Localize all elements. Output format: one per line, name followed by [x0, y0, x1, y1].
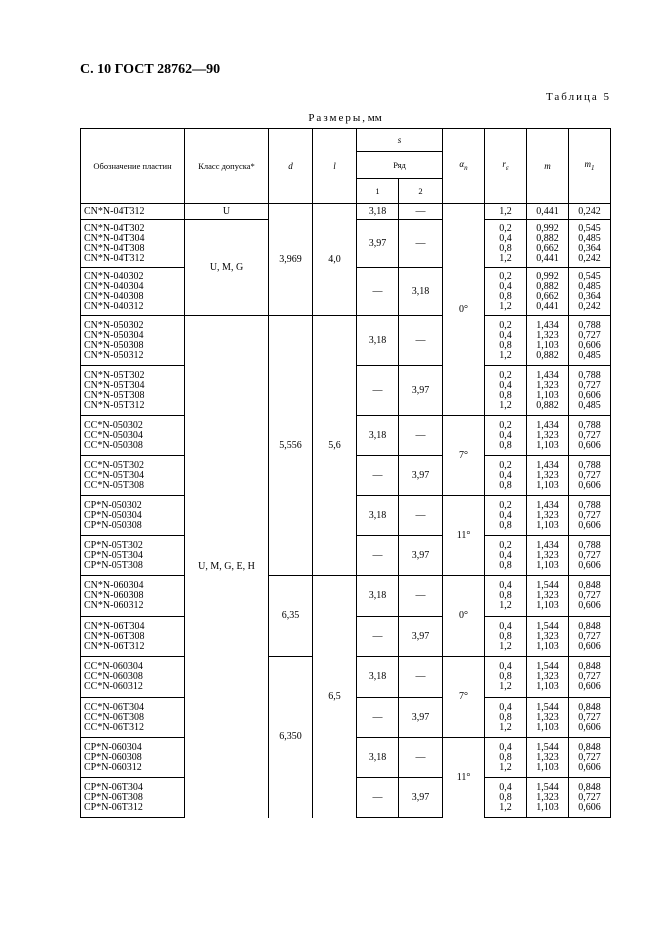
l-cell: 5,6: [313, 316, 357, 576]
m1-cell: 0,788 0,727 0,606 0,485: [569, 366, 611, 416]
header-r: $r_\varepsilon$: [485, 129, 527, 204]
header-m: m: [527, 129, 569, 204]
tolerance-cell: U, M, G: [185, 220, 269, 316]
table-row: CC*N-05T302 CC*N-05T304 CC*N-05T308: [81, 456, 185, 496]
s1-cell: 3,18: [357, 316, 399, 366]
alpha-cell: 7°: [443, 657, 485, 738]
s2-cell: —: [399, 496, 443, 536]
s1-cell: —: [357, 536, 399, 576]
m1-cell: 0,848 0,727 0,606: [569, 657, 611, 698]
header-d: d: [269, 129, 313, 204]
s2-cell: —: [399, 416, 443, 456]
table-row: CN*N-040302 CN*N-040304 CN*N-040308 CN*N-040312: [81, 268, 185, 316]
m-cell: 1,544 1,323 1,103: [527, 657, 569, 698]
table-row: CN*N-04T312: [81, 204, 185, 220]
header-row-1: 1: [357, 179, 399, 204]
d-cell: 6,35: [269, 576, 313, 657]
m-cell: 1,434 1,323 1,103: [527, 456, 569, 496]
r-cell: 0,4 0,8 1,2: [485, 657, 527, 698]
d-cell: 3,969: [269, 204, 313, 316]
table-row: CN*N-05T302 CN*N-05T304 CN*N-05T308 CN*N-05T312: [81, 366, 185, 416]
table-row: CC*N-060304 CC*N-060308 CC*N-060312: [81, 657, 185, 698]
s2-cell: 3,97: [399, 456, 443, 496]
r-cell: 0,2 0,4 0,8: [485, 456, 527, 496]
s1-cell: —: [357, 456, 399, 496]
s2-cell: 3,97: [399, 366, 443, 416]
s1-cell: 3,18: [357, 204, 399, 220]
s2-cell: 3,97: [399, 778, 443, 818]
m-cell: 1,544 1,323 1,103: [527, 698, 569, 738]
m1-cell: 0,848 0,727 0,606: [569, 617, 611, 657]
r-cell: 0,4 0,8 1,2: [485, 778, 527, 818]
table-row: CP*N-060304 CP*N-060308 CP*N-060312: [81, 738, 185, 778]
m1-cell: 0,848 0,727 0,606: [569, 698, 611, 738]
s1-cell: 3,18: [357, 738, 399, 778]
m-cell: 0,441: [527, 204, 569, 220]
m1-cell: 0,545 0,485 0,364 0,242: [569, 268, 611, 316]
m-cell: 1,434 1,323 1,103: [527, 496, 569, 536]
header-row-2: 2: [399, 179, 443, 204]
r-cell: 0,4 0,8 1,2: [485, 698, 527, 738]
s2-cell: —: [399, 220, 443, 268]
s2-cell: 3,97: [399, 617, 443, 657]
table-row: CC*N-050302 CC*N-050304 CC*N-050308: [81, 416, 185, 456]
m1-cell: 0,545 0,485 0,364 0,242: [569, 220, 611, 268]
alpha-cell: 7°: [443, 416, 485, 496]
m1-cell: 0,788 0,727 0,606: [569, 496, 611, 536]
s2-cell: —: [399, 576, 443, 617]
s2-cell: —: [399, 738, 443, 778]
header-l: l: [313, 129, 357, 204]
tolerance-cell: U: [185, 204, 269, 220]
alpha-cell: 0°: [443, 576, 485, 657]
r-cell: 0,4 0,8 1,2: [485, 617, 527, 657]
r-cell: 0,2 0,4 0,8: [485, 536, 527, 576]
m-cell: 1,544 1,323 1,103: [527, 778, 569, 818]
table-row: CN*N-050302 CN*N-050304 CN*N-050308 CN*N-050312: [81, 316, 185, 366]
m1-cell: 0,788 0,727 0,606: [569, 536, 611, 576]
m-cell: 1,434 1,323 1,103 0,882: [527, 316, 569, 366]
alpha-cell: 0°: [443, 204, 485, 416]
m-cell: 0,992 0,882 0,662 0,441: [527, 220, 569, 268]
m1-cell: 0,848 0,727 0,606: [569, 778, 611, 818]
r-cell: 0,2 0,4 0,8 1,2: [485, 366, 527, 416]
s1-cell: —: [357, 778, 399, 818]
r-cell: 1,2: [485, 204, 527, 220]
alpha-cell: 11°: [443, 738, 485, 818]
s2-cell: —: [399, 204, 443, 220]
header-designation: Обозначение пластин: [81, 129, 185, 204]
header-row: Ряд: [357, 152, 443, 179]
m-cell: 1,434 1,323 1,103: [527, 416, 569, 456]
units-label: [80, 112, 610, 124]
header-s: s: [357, 129, 443, 152]
m1-cell: 0,242: [569, 204, 611, 220]
alpha-cell: 11°: [443, 496, 485, 576]
m-cell: 0,992 0,882 0,662 0,441: [527, 268, 569, 316]
table-row: CC*N-06T304 CC*N-06T308 CC*N-06T312: [81, 698, 185, 738]
s2-cell: 3,18: [399, 268, 443, 316]
table-row: CN*N-060304 CN*N-060308 CN*N-060312: [81, 576, 185, 617]
s1-cell: 3,18: [357, 416, 399, 456]
header-alpha: $\alpha_n$: [443, 129, 485, 204]
s2-cell: 3,97: [399, 698, 443, 738]
r-cell: 0,2 0,4 0,8: [485, 416, 527, 456]
s1-cell: 3,18: [357, 496, 399, 536]
m-cell: 1,544 1,323 1,103: [527, 617, 569, 657]
r-cell: 0,2 0,4 0,8 1,2: [485, 316, 527, 366]
s1-cell: 3,97: [357, 220, 399, 268]
m1-cell: 0,848 0,727 0,606: [569, 738, 611, 778]
s2-cell: —: [399, 657, 443, 698]
m-cell: 1,544 1,323 1,103: [527, 738, 569, 778]
table-label: Таблица 5: [545, 91, 611, 103]
l-cell: 6,5: [313, 576, 357, 818]
s1-cell: 3,18: [357, 576, 399, 617]
units-text: Размеры: [308, 112, 363, 124]
s1-cell: —: [357, 268, 399, 316]
s1-cell: —: [357, 366, 399, 416]
r-cell: 0,2 0,4 0,8: [485, 496, 527, 536]
header-m1: $m_1$: [569, 129, 611, 204]
dimensions-table: [80, 128, 611, 818]
s2-cell: —: [399, 316, 443, 366]
table-row: CP*N-050302 CP*N-050304 CP*N-050308: [81, 496, 185, 536]
header-tolerance: Класс допуска*: [185, 129, 269, 204]
m-cell: 1,434 1,323 1,103 0,882: [527, 366, 569, 416]
r-cell: 0,4 0,8 1,2: [485, 576, 527, 617]
table-row: CN*N-06T304 CN*N-06T308 CN*N-06T312: [81, 617, 185, 657]
l-cell: 4,0: [313, 204, 357, 316]
d-cell: 5,556: [269, 316, 313, 576]
page-header: С. 10 ГОСТ 28762—90: [80, 62, 221, 77]
s1-cell: —: [357, 698, 399, 738]
s1-cell: —: [357, 617, 399, 657]
r-cell: 0,4 0,8 1,2: [485, 738, 527, 778]
units-unit: , мм: [362, 112, 382, 124]
m1-cell: 0,788 0,727 0,606: [569, 456, 611, 496]
table-row: CP*N-05T302 CP*N-05T304 CP*N-05T308: [81, 536, 185, 576]
d-cell: 6,350: [269, 657, 313, 818]
r-cell: 0,2 0,4 0,8 1,2: [485, 220, 527, 268]
tolerance-cell: U, M, G, E, H: [185, 316, 269, 818]
s2-cell: 3,97: [399, 536, 443, 576]
m1-cell: 0,788 0,727 0,606 0,485: [569, 316, 611, 366]
m1-cell: 0,788 0,727 0,606: [569, 416, 611, 456]
s1-cell: 3,18: [357, 657, 399, 698]
m1-cell: 0,848 0,727 0,606: [569, 576, 611, 617]
table-row: CN*N-04T302 CN*N-04T304 CN*N-04T308 CN*N-04T312: [81, 220, 185, 268]
m-cell: 1,434 1,323 1,103: [527, 536, 569, 576]
r-cell: 0,2 0,4 0,8 1,2: [485, 268, 527, 316]
m-cell: 1,544 1,323 1,103: [527, 576, 569, 617]
table-row: CP*N-06T304 CP*N-06T308 CP*N-06T312: [81, 778, 185, 818]
